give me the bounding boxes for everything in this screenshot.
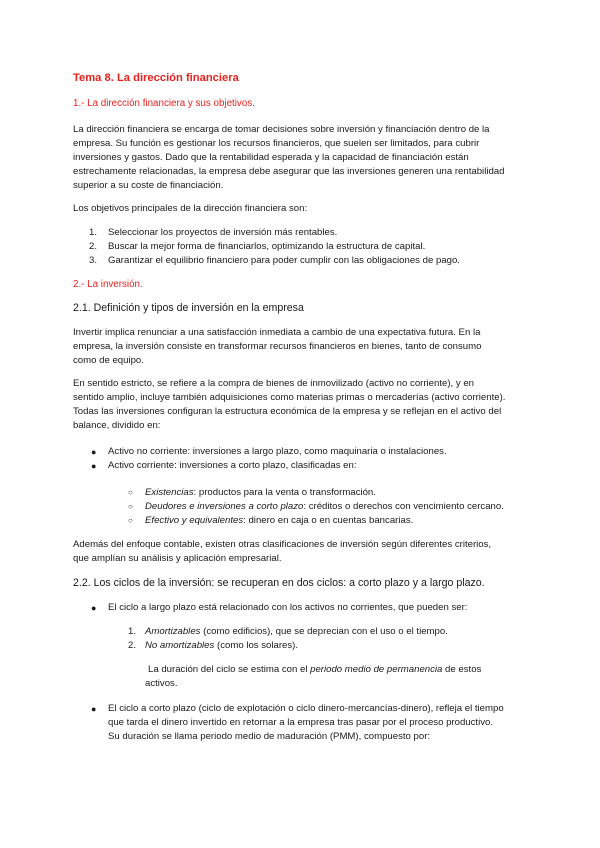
italic-term: Deudores e inversiones a corto plazo	[145, 501, 304, 512]
text-line: como de equipo.	[73, 355, 144, 366]
paragraph-clasificaciones	[73, 538, 531, 566]
list-number: 3.	[89, 255, 98, 266]
text-line: superior a su coste de financiación.	[73, 180, 224, 191]
list-item	[145, 486, 376, 500]
paragraph-sentido	[73, 377, 531, 433]
text-line: Todas las inversiones configuran la estructura económica de la empresa y se reflejan en el activo del	[73, 406, 502, 417]
term-description: (como edificios), que se deprecian con el uso o el tiempo.	[200, 626, 448, 637]
list-item: Seleccionar los proyectos de inversión más rentables.	[108, 227, 338, 238]
text-line: Invertir implica renunciar a una satisfacción inmediata a cambio de una expectativa futura. En la	[73, 327, 481, 338]
italic-term: Existencias	[145, 487, 194, 498]
list-item: Buscar la mejor forma de financiarlos, optimizando la estructura de capital.	[108, 241, 426, 252]
italic-term: No amortizables	[145, 640, 215, 651]
italic-term: periodo medio de permanencia	[310, 664, 443, 675]
bullet-icon: ●	[91, 461, 97, 471]
text-line: En sentido estricto, se refiere a la compra de bienes de inmovilizado (activo no corriente), y en	[73, 378, 475, 389]
list-item	[145, 514, 413, 528]
text-fragment: de estos	[442, 664, 482, 675]
bullet-icon: ●	[91, 447, 97, 457]
text-line: que amplían su análisis y aplicación empresarial.	[73, 553, 282, 564]
list-item	[145, 500, 504, 514]
bullet-icon: ●	[91, 704, 97, 714]
paragraph-invertir	[73, 326, 531, 368]
paragraph-direccion	[73, 123, 531, 193]
list-number: 1.	[89, 227, 98, 238]
list-number: 2.	[89, 241, 98, 252]
text-line: balance, dividido en:	[73, 420, 161, 431]
bullet-icon: ●	[91, 603, 97, 613]
term-description: : dinero en caja o en cuentas bancarias.	[243, 515, 414, 526]
list-number: 2.	[128, 640, 137, 651]
subsection-heading-2-2: 2.2. Los ciclos de la inversión: se recuperan en dos ciclos: a corto plazo y a largo plazo.	[73, 577, 485, 589]
text-line: Además del enfoque contable, existen otras clasificaciones de inversión según diferentes criterios,	[73, 539, 492, 550]
list-number: 1.	[128, 626, 137, 637]
list-item	[145, 639, 298, 653]
list-item: Garantizar el equilibrio financiero para poder cumplir con las obligaciones de pago.	[108, 255, 460, 266]
paragraph-objetivos-intro: Los objetivos principales de la dirección financiera son:	[73, 203, 308, 214]
text-line: La dirección financiera se encarga de tomar decisiones sobre inversión y financiación dentro de la	[73, 124, 490, 135]
term-description: (como los solares).	[214, 640, 299, 651]
text-line: Su duración se llama periodo medio de maduración (PMM), compuesto por:	[108, 731, 431, 742]
list-item: El ciclo a largo plazo está relacionado con los activos no corrientes, que pueden ser:	[108, 602, 468, 613]
text-line: sentido amplio, incluye también adquisiciones como materias primas o mercaderías (activo corriente).	[73, 392, 506, 403]
text-line: inversiones y gastos. Dado que la rentabilidad esperada y la capacidad de financiación están	[73, 152, 469, 163]
list-item: Activo no corriente: inversiones a largo plazo, como maquinaria o instalaciones.	[108, 446, 447, 457]
italic-term: Amortizables	[145, 626, 201, 637]
text-line: estrechamente relacionadas, la empresa debe asegurar que las inversiones generen una rentabilidad	[73, 166, 505, 177]
text-line: empresa, la inversión consiste en transformar recursos financieros en bienes, tanto de consumo	[73, 341, 482, 352]
section-heading-1: 1.- La dirección financiera y sus objetivos.	[73, 98, 255, 109]
text-line: que tarda el dinero invertido en retornar a la empresa tras pasar por el proceso productivo.	[108, 717, 494, 728]
italic-term: Efectivo y equivalentes	[145, 515, 244, 526]
text-fragment: La duración del ciclo se estima con el	[148, 664, 311, 675]
circle-bullet-icon: ○	[128, 488, 133, 497]
text-line: empresa. Su función es gestionar los recursos financieros, que suelen ser limitados, para cubrir	[73, 138, 480, 149]
text-line: El ciclo a corto plazo (ciclo de explotación o ciclo dinero-mercancías-dinero), refleja el tiempo	[108, 703, 504, 714]
list-item	[145, 625, 448, 639]
subsection-heading-2-1: 2.1. Definición y tipos de inversión en la empresa	[73, 302, 304, 314]
list-item: Activo corriente: inversiones a corto plazo, clasificadas en:	[108, 460, 357, 471]
circle-bullet-icon: ○	[128, 516, 133, 525]
term-description: : productos para la venta o transformación.	[193, 487, 376, 498]
text-line	[148, 663, 481, 677]
term-description: : créditos o derechos con vencimiento cercano.	[303, 501, 504, 512]
circle-bullet-icon: ○	[128, 502, 133, 511]
section-heading-2: 2.- La inversión.	[73, 279, 143, 290]
page-title: Tema 8. La dirección financiera	[73, 72, 239, 84]
text-line: activos.	[145, 678, 178, 689]
